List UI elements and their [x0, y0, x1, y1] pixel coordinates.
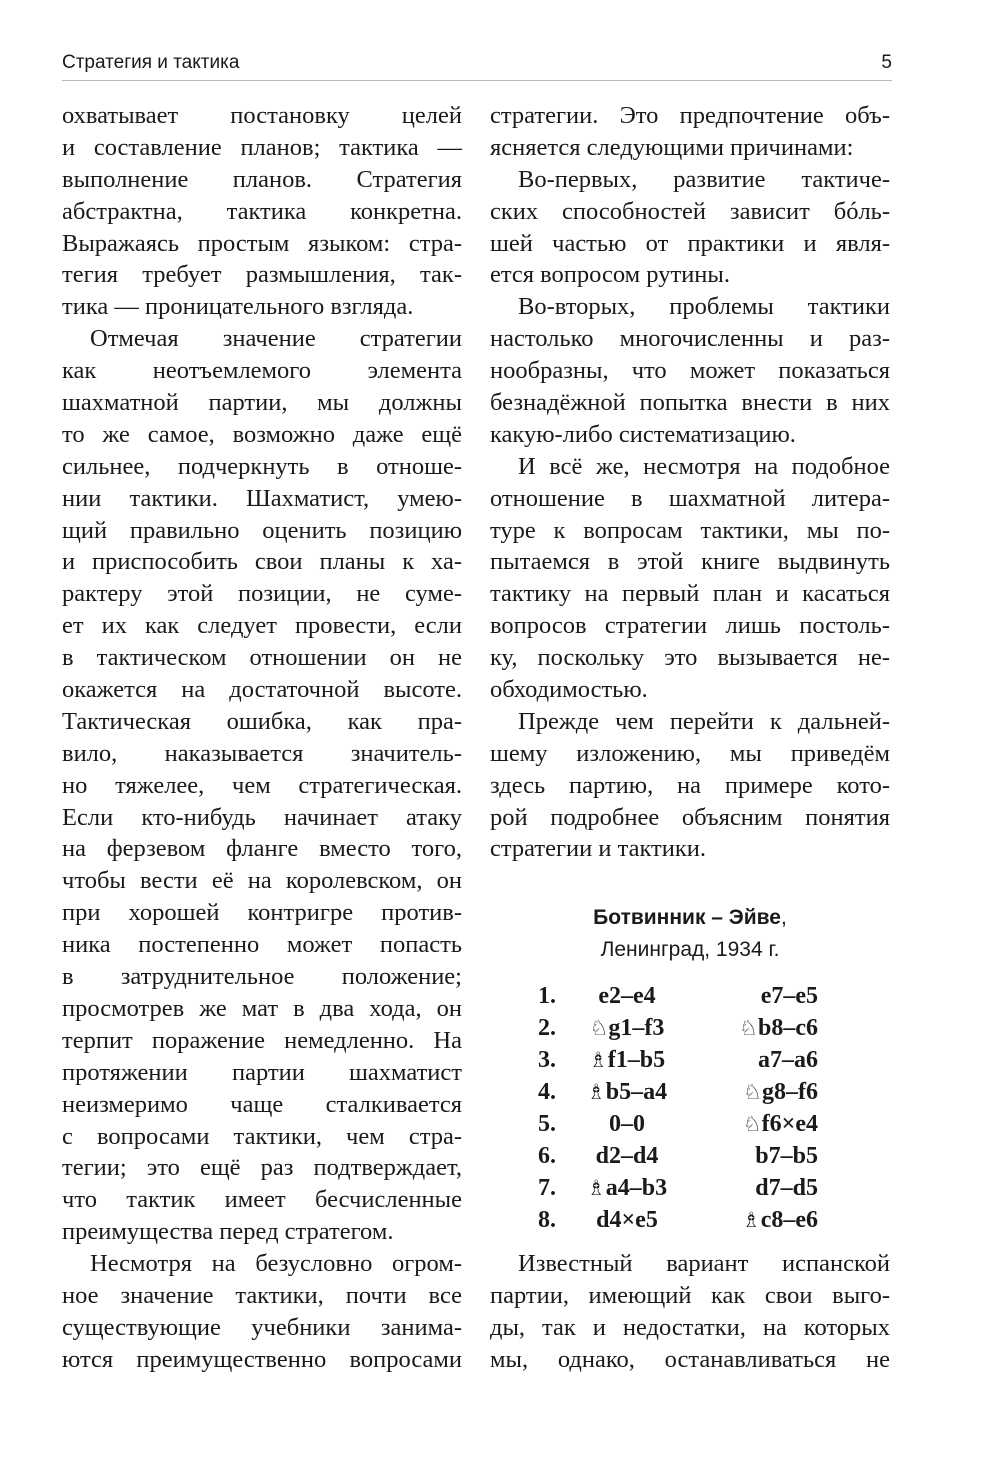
paragraph	[490, 1248, 890, 1376]
move-row	[538, 1076, 818, 1108]
text-line: в тактическом отношении он не	[62, 644, 462, 672]
text-line: туре к вопросам тактики, мы по-	[490, 516, 890, 544]
text-line: с вопросами тактики, чем стра-	[62, 1122, 462, 1150]
text-line: Несмотря на безусловно огром-	[90, 1250, 462, 1278]
text-line: выполнение планов. Стратегия	[62, 165, 462, 193]
text-line: и приспособить свои планы к ха-	[62, 548, 462, 576]
white-move-text: b5–a4	[605, 1079, 668, 1105]
black-move-text: e7–e5	[760, 983, 818, 1009]
text-line: какую-либо систематизацию.	[490, 420, 796, 448]
text-line: стратегии. Это предпочтение объ-	[490, 102, 890, 129]
move-row	[538, 1108, 818, 1140]
text-line: но тяжелее, чем стратегическая.	[62, 771, 462, 799]
text-line: окажется на достаточной высоте.	[62, 676, 462, 704]
white-move	[572, 980, 682, 1012]
black-move-text: b7–b5	[755, 1143, 818, 1169]
text-line: ясняется следующими причинами:	[490, 133, 854, 161]
game-place: Ленинград, 1934 г.	[600, 938, 780, 961]
black-move-text: b8–c6	[758, 1015, 818, 1041]
white-move-text: f1–b5	[607, 1047, 666, 1073]
text-line: рой подробнее объясним понятия	[490, 803, 890, 831]
black-move-text: d7–d5	[755, 1175, 818, 1201]
text-line: тактику на первый план и касаться	[490, 580, 890, 608]
text-line: Известный вариант испанской	[518, 1250, 890, 1277]
black-piece-icon: ♘	[742, 1112, 762, 1136]
text-line: то же самое, возможно даже ещё	[62, 420, 462, 448]
black-move	[743, 1108, 818, 1140]
text-line: абстрактна, тактика конкретна.	[62, 197, 462, 225]
text-line: ских способностей зависит бóль-	[490, 197, 890, 225]
move-number: 2.	[538, 1015, 556, 1041]
text-line: Отмечая значение стратегии	[90, 325, 462, 353]
chapter-title: Стратегия и тактика	[62, 52, 240, 73]
text-line: Прежде чем перейти к дальней-	[518, 707, 890, 735]
text-line: безнадёжной попытка внести в них	[490, 389, 890, 417]
paragraph	[62, 100, 462, 323]
text-line: неизмеримо чаще сталкивается	[62, 1090, 462, 1118]
after-game-text	[490, 1248, 890, 1376]
black-move-text: c8–e6	[760, 1207, 818, 1233]
text-line: Во-вторых, проблемы тактики	[518, 293, 890, 321]
move-list	[538, 980, 818, 1236]
text-line: ются преимущественно вопросами	[62, 1345, 462, 1373]
white-move	[572, 1140, 682, 1172]
text-line: нообразны, что может показаться	[490, 357, 890, 385]
players-comma: ,	[780, 906, 787, 929]
players-text: Ботвинник – Эйве	[593, 906, 781, 929]
move-row	[538, 980, 818, 1012]
black-piece-icon: ♗	[741, 1208, 761, 1232]
white-move	[572, 1204, 682, 1236]
page-number: 5	[881, 52, 892, 73]
move-number: 6.	[538, 1143, 556, 1169]
paragraph	[62, 323, 462, 1248]
white-move	[572, 1172, 682, 1204]
paragraph	[490, 451, 890, 706]
text-line: тегии; это ещё раз подтверждает,	[62, 1154, 462, 1182]
move-number: 3.	[538, 1047, 556, 1073]
text-line: шахматной партии, мы должны	[62, 389, 462, 417]
white-move-text: e2–e4	[598, 983, 656, 1009]
text-line: в затруднительное положение;	[62, 963, 462, 991]
text-line: преимущества перед стратегом.	[62, 1218, 394, 1246]
game-players	[490, 902, 890, 934]
text-line: просмотрев же мат в два хода, он	[62, 994, 462, 1022]
move-number: 5.	[538, 1111, 556, 1137]
text-line: настолько многочисленны и раз-	[490, 325, 890, 353]
text-line: вило, наказывается значитель-	[62, 739, 462, 767]
black-move-text: f6×e4	[761, 1111, 818, 1137]
text-line: что тактик имеет бесчисленные	[62, 1186, 462, 1214]
text-line: и составление планов; тактика —	[62, 133, 462, 161]
text-line: охватывает постановку целей	[62, 102, 462, 129]
white-move	[572, 1108, 682, 1140]
paragraph	[490, 164, 890, 292]
paragraph	[490, 706, 890, 865]
move-number: 4.	[538, 1079, 556, 1105]
white-piece-icon: ♘	[589, 1016, 609, 1040]
text-line: партии, имеющий как свои выго-	[490, 1281, 890, 1309]
paragraph	[490, 291, 890, 450]
text-line: как неотъемлемого элемента	[62, 357, 462, 385]
text-line: отношение в шахматной литера-	[490, 484, 890, 512]
black-move	[743, 1076, 818, 1108]
text-line: тегия требует размышления, так-	[62, 261, 462, 289]
text-line: вопросов стратегии лишь постоль-	[490, 612, 890, 640]
text-line: шему изложению, мы приведём	[490, 739, 890, 767]
text-line: шей частью от практики и явля-	[490, 229, 890, 257]
text-line: ника постепенно может попасть	[62, 931, 462, 959]
text-line: тика — проницательного взгляда.	[62, 293, 414, 321]
white-move	[572, 1012, 682, 1044]
move-row	[538, 1044, 818, 1076]
right-text-column	[490, 100, 890, 865]
paragraph	[62, 1248, 462, 1376]
white-move-text: g1–f3	[608, 1015, 665, 1041]
black-move	[758, 1044, 818, 1076]
white-piece-icon: ♗	[588, 1048, 608, 1072]
move-row	[538, 1172, 818, 1204]
white-move-text: a4–b3	[605, 1175, 668, 1201]
white-piece-icon: ♗	[586, 1176, 606, 1200]
move-row	[538, 1140, 818, 1172]
text-line: рактеру этой позиции, не суме-	[62, 580, 462, 608]
text-line: мы, однако, останавливаться не	[490, 1345, 890, 1373]
text-line: щий правильно оценить позицию	[62, 516, 462, 544]
text-line: протяжении партии шахматист	[62, 1058, 462, 1086]
text-line: ется вопросом рутины.	[490, 261, 730, 289]
text-line: нии тактики. Шахматист, умею-	[62, 484, 462, 512]
paragraph	[490, 100, 890, 164]
move-row	[538, 1012, 818, 1044]
move-number: 8.	[538, 1207, 556, 1233]
white-move-text: d4×e5	[596, 1207, 658, 1233]
move-number: 1.	[538, 983, 556, 1009]
move-row	[538, 1204, 818, 1236]
black-move	[755, 1172, 818, 1204]
text-line: ное значение тактики, почти все	[62, 1281, 462, 1309]
text-line: обходимостью.	[490, 676, 648, 704]
text-line: пытаемся в этой книге выдвинуть	[490, 548, 890, 576]
white-move	[572, 1044, 682, 1076]
black-piece-icon: ♘	[743, 1080, 762, 1104]
black-move	[739, 1012, 818, 1044]
move-number: 7.	[538, 1175, 556, 1201]
text-line: существующие учебники занима-	[62, 1313, 462, 1341]
text-line: Тактическая ошибка, как пра-	[62, 707, 462, 735]
white-move-text: 0–0	[609, 1111, 645, 1137]
text-line: здесь партию, на примере кото-	[490, 771, 890, 799]
black-move	[755, 1140, 818, 1172]
white-move-text: d2–d4	[595, 1143, 659, 1169]
text-line: Выражаясь простым языком: стра-	[62, 229, 462, 257]
text-line: терпит поражение немедленно. На	[62, 1026, 462, 1054]
text-line: при хорошей контригре против-	[62, 899, 462, 927]
text-line: Во-первых, развитие тактиче-	[518, 165, 890, 193]
left-text-column	[62, 100, 462, 1376]
running-header	[62, 50, 892, 81]
black-piece-icon: ♘	[739, 1016, 758, 1040]
game-heading	[490, 902, 890, 966]
text-line: ку, поскольку это вызывается не-	[490, 644, 890, 672]
text-line: И всё же, несмотря на подобное	[518, 452, 890, 480]
black-move-text: g8–f6	[762, 1079, 818, 1105]
text-line: сильнее, подчеркнуть в отноше-	[62, 452, 462, 480]
text-line: на ферзевом фланге вместо того,	[62, 835, 462, 863]
text-line: ет их как следует провести, если	[62, 612, 462, 640]
text-line: чтобы вести её на королевском, он	[62, 867, 462, 895]
white-piece-icon: ♗	[586, 1080, 606, 1104]
white-move	[572, 1076, 682, 1108]
text-line: стратегии и тактики.	[490, 835, 707, 863]
black-move	[761, 980, 818, 1012]
black-move	[742, 1204, 818, 1236]
black-move-text: a7–a6	[758, 1047, 818, 1073]
text-line: Если кто-нибудь начинает атаку	[62, 803, 462, 831]
text-line: ды, так и недостатки, на которых	[490, 1313, 890, 1341]
